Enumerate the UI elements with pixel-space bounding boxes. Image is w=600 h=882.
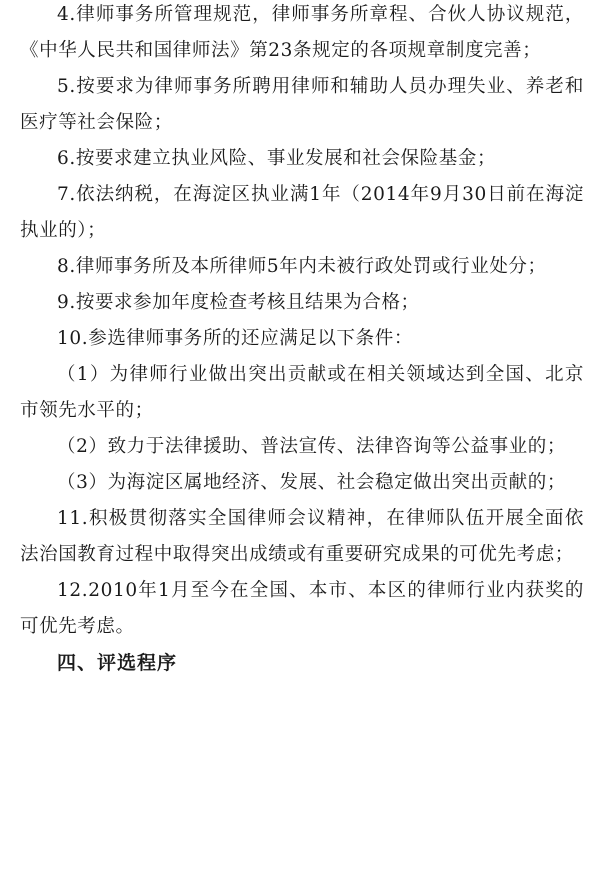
paragraph-item-6: 6.按要求建立执业风险、事业发展和社会保险基金； (57, 148, 497, 169)
paragraph-item-8: 8.律师事务所及本所律师5年内未被行政处罚或行业处分； (57, 256, 547, 277)
paragraph-item-4: 4.律师事务所管理规范，律师事务所章程、合伙人协议规范，《中华人民共和国律师法》第23条规定的各项规章制度完善； (20, 4, 584, 61)
paragraph-subitem-2: （2）致力于法律援助、普法宣传、法律咨询等公益事业的； (57, 436, 566, 457)
paragraph-item-12: 12.2010年1月至今在全国、本市、本区的律师行业内获奖的可优先考虑。 (20, 580, 584, 637)
paragraph-item-5: 5.按要求为律师事务所聘用律师和辅助人员办理失业、养老和医疗等社会保险； (20, 76, 584, 133)
section-heading: 四、评选程序 (57, 652, 178, 674)
paragraph-item-9: 9.按要求参加年度检查考核且结果为合格； (57, 292, 420, 313)
paragraph-subitem-1: （1）为律师行业做出突出贡献或在相关领域达到全国、北京市领先水平的； (20, 364, 584, 421)
paragraph-item-11: 11.积极贯彻落实全国律师会议精神，在律师队伍开展全面依法治国教育过程中取得突出成绩或有重要研究成果的可优先考虑； (20, 508, 584, 565)
paragraph-item-10: 10.参选律师事务所的还应满足以下条件： (57, 328, 413, 349)
paragraph-item-7: 7.依法纳税，在海淀区执业满1年（2014年9月30日前在海淀执业的）； (20, 184, 584, 241)
paragraph-subitem-3: （3）为海淀区属地经济、发展、社会稳定做出突出贡献的； (57, 472, 566, 493)
